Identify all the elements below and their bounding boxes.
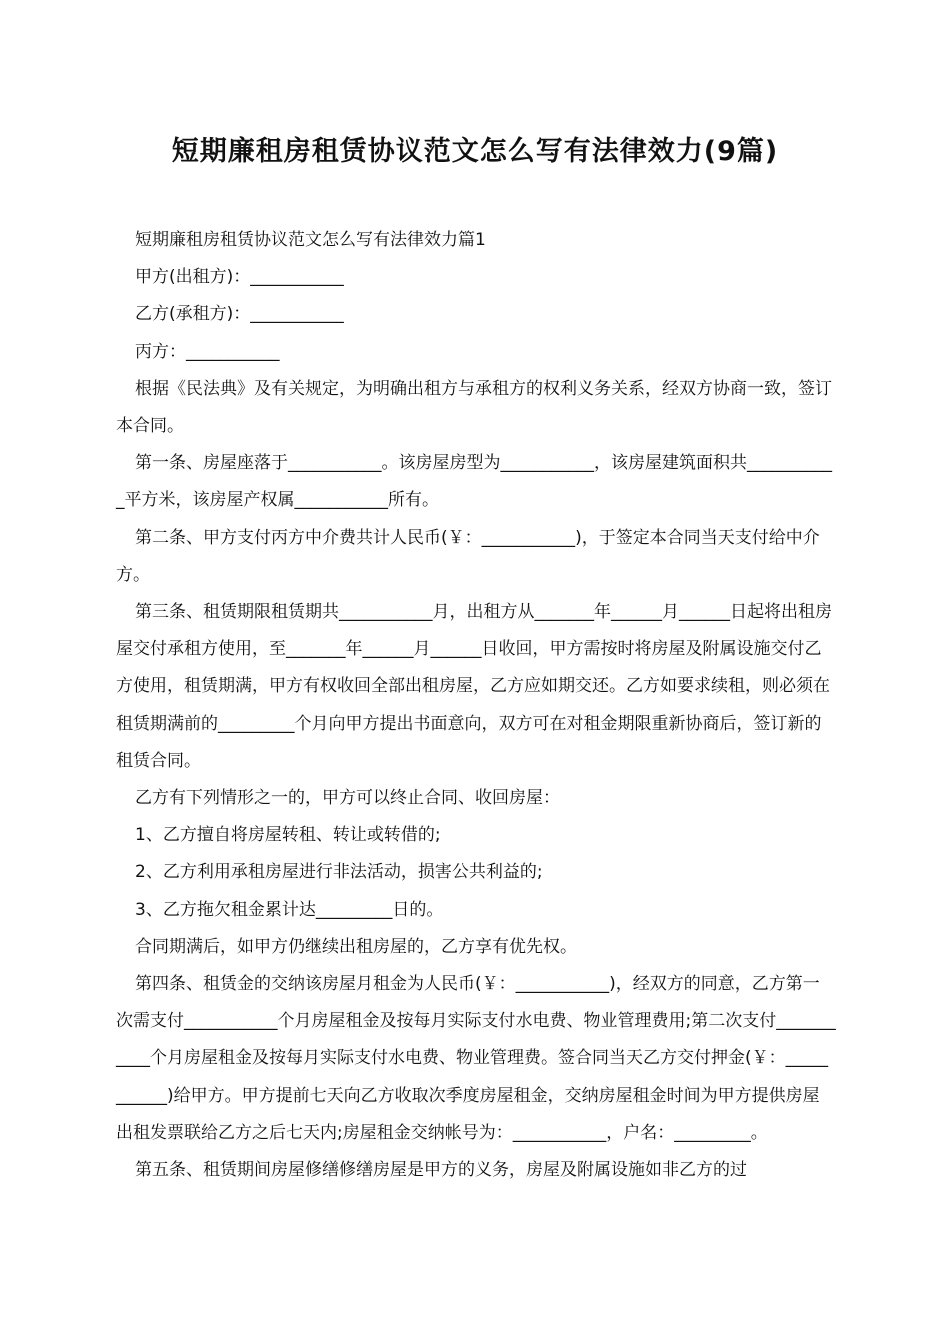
article-1-paragraph: 第一条、房屋座落于___________。该房屋房型为___________，该房屋建筑面积共___________平方米，该房屋产权属___________所有。 [116,453,832,511]
preamble-paragraph: 根据《民法典》及有关规定，为明确出租方与承租方的权利义务关系，经双方协商一致，签订本合同。 [116,378,832,437]
article-3-paragraph: 第三条、租赁期限租赁期共___________月，出租方从_______年______月______日起将出租房屋交付承租方使用，至_______年______月______日收回，甲方需按时将房屋及附属设施交付乙方使用，租赁期满，甲方有权收回全部出租房屋，乙方应如期交还。乙方如要求续租，则必须在租赁期满前的_________个月向甲方提出书面意向，双方可在对租金期限重新协商后，签订新的租赁合同。 [116,602,832,771]
termination-intro-paragraph: 乙方有下列情形之一的，甲方可以终止合同、收回房屋： [135,788,560,809]
document-body [116,222,836,1189]
article-2-paragraph: 第二条、甲方支付丙方中介费共计人民币(￥：___________)，于签定本合同当天支付给中介方。 [116,527,820,585]
party-b-line: 乙方(承租方)：___________ [135,304,344,325]
termination-item-1: 1、乙方擅自将房屋转租、转让或转借的; [135,825,441,846]
article-4-paragraph: 第四条、租赁金的交纳该房屋月租金为人民币(￥：___________)，经双方的同意，乙方第一次需支付___________个月房屋租金及按每月实际支付水电费、物业管理费用;第二次支付___________个月房屋租金及按每月实际支付水电费、物业管理费。签合同当天乙方交付押金(￥：___________)给甲方。甲方提前七天向乙方收取次季度房屋租金，交纳房屋租金时间为甲方提供房屋出租发票联给乙方之后七天内;房屋租金交纳帐号为：___________，户名：_________。 [116,974,836,1143]
termination-item-3: 3、乙方拖欠租金累计达_________日的。 [135,899,444,920]
article-5-paragraph: 第五条、租赁期间房屋修缮修缮房屋是甲方的义务，房屋及附属设施如非乙方的过 [135,1160,747,1181]
document-title: 短期廉租房租赁协议范文怎么写有法律效力(9篇) [171,136,779,167]
priority-paragraph: 合同期满后，如甲方仍继续出租房屋的，乙方享有优先权。 [135,936,577,957]
termination-item-2: 2、乙方利用承租房屋进行非法活动，损害公共利益的; [135,862,543,883]
party-a-line: 甲方(出租方)：___________ [135,267,344,288]
section-heading: 短期廉租房租赁协议范文怎么写有法律效力篇1 [135,230,486,250]
party-c-line: 丙方：___________ [135,341,280,362]
